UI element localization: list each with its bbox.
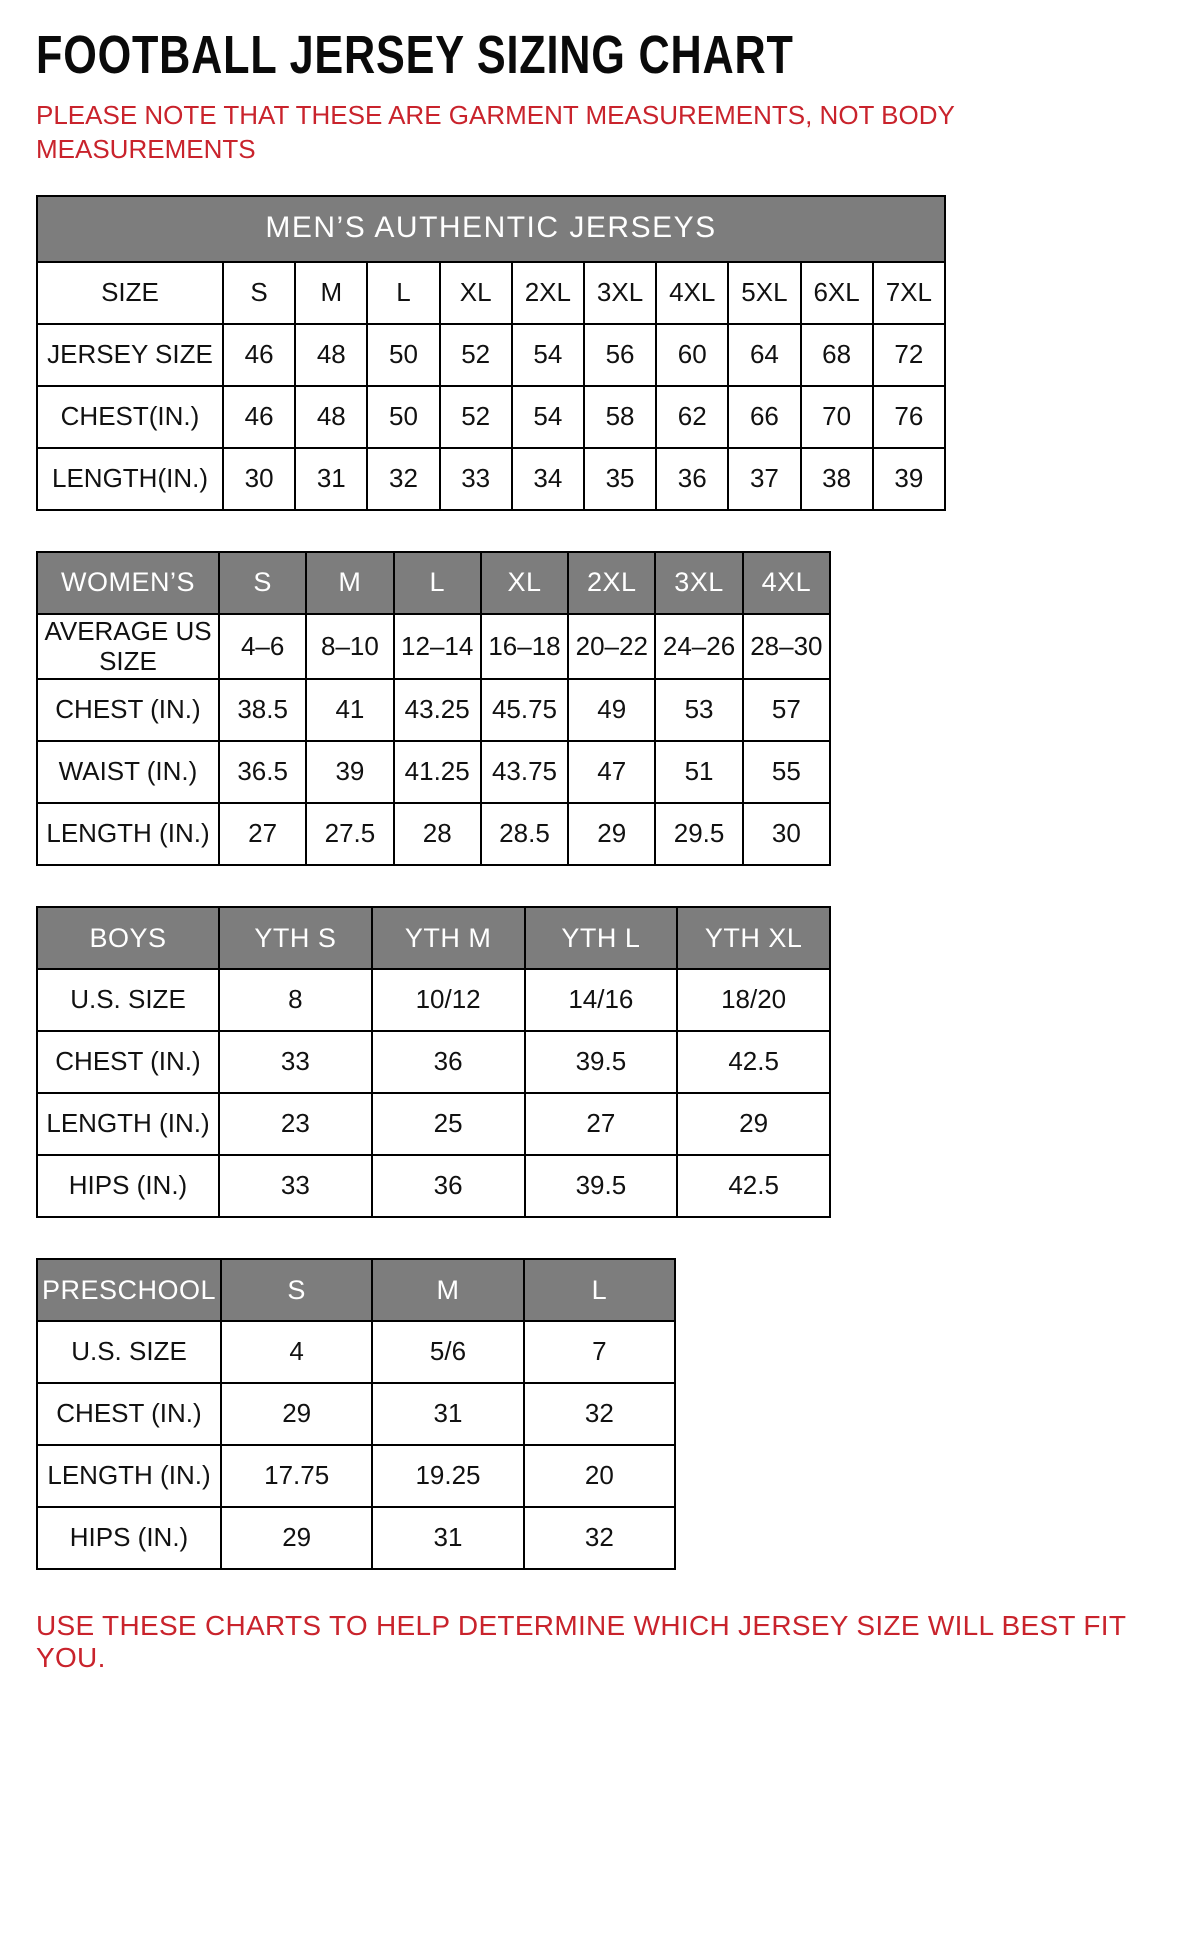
table-row <box>37 1383 675 1445</box>
value-cell: 54 <box>512 386 584 448</box>
table-title-cell: BOYS <box>37 907 219 969</box>
value-cell: 58 <box>584 386 656 448</box>
column-header: 2XL <box>568 552 655 614</box>
column-header: XL <box>481 552 568 614</box>
value-cell: 53 <box>655 679 742 741</box>
value-cell: 33 <box>440 448 512 510</box>
value-cell: 4 <box>221 1321 372 1383</box>
value-cell: 32 <box>367 448 439 510</box>
value-cell: 62 <box>656 386 728 448</box>
boys-jerseys-table <box>36 906 1164 1218</box>
value-cell: 32 <box>524 1383 675 1445</box>
value-cell: 43.25 <box>394 679 481 741</box>
value-cell: 19.25 <box>372 1445 523 1507</box>
column-header: M <box>306 552 393 614</box>
preschool-jerseys-table-grid <box>36 1258 676 1570</box>
value-cell: S <box>223 262 295 324</box>
value-cell: 31 <box>372 1507 523 1569</box>
value-cell: 64 <box>728 324 800 386</box>
value-cell: 23 <box>219 1093 372 1155</box>
value-cell: XL <box>440 262 512 324</box>
table-row <box>37 1507 675 1569</box>
value-cell: 14/16 <box>525 969 678 1031</box>
value-cell: 41.25 <box>394 741 481 803</box>
value-cell: 5/6 <box>372 1321 523 1383</box>
value-cell: 28.5 <box>481 803 568 865</box>
table-row <box>37 1093 830 1155</box>
value-cell: 28–30 <box>743 614 830 680</box>
value-cell: M <box>295 262 367 324</box>
table-row <box>37 448 945 510</box>
value-cell: 38 <box>801 448 873 510</box>
preschool-jerseys-table <box>36 1258 1164 1570</box>
value-cell: 51 <box>655 741 742 803</box>
value-cell: 29.5 <box>655 803 742 865</box>
value-cell: 8 <box>219 969 372 1031</box>
value-cell: 48 <box>295 386 367 448</box>
value-cell: 46 <box>223 324 295 386</box>
value-cell: 52 <box>440 324 512 386</box>
value-cell: 36 <box>656 448 728 510</box>
value-cell: 68 <box>801 324 873 386</box>
boys-jerseys-table-grid <box>36 906 831 1218</box>
row-label: LENGTH (IN.) <box>37 1093 219 1155</box>
value-cell: 38.5 <box>219 679 306 741</box>
table-row <box>37 1031 830 1093</box>
mens-authentic-jerseys-table <box>36 195 1164 511</box>
column-header: M <box>372 1259 523 1321</box>
table-row <box>37 386 945 448</box>
page-subtitle: PLEASE NOTE THAT THESE ARE GARMENT MEASUREMENTS, NOT BODY MEASUREMENTS <box>36 100 955 165</box>
value-cell: 27.5 <box>306 803 393 865</box>
value-cell: 7 <box>524 1321 675 1383</box>
table-row <box>37 1445 675 1507</box>
column-header: 3XL <box>655 552 742 614</box>
row-label: AVERAGE US SIZE <box>37 614 219 680</box>
value-cell: 35 <box>584 448 656 510</box>
value-cell: 36 <box>372 1155 525 1217</box>
table-row <box>37 679 830 741</box>
value-cell: 60 <box>656 324 728 386</box>
table-title-cell: WOMEN’S <box>37 552 219 614</box>
value-cell: 48 <box>295 324 367 386</box>
value-cell: 6XL <box>801 262 873 324</box>
value-cell: 55 <box>743 741 830 803</box>
value-cell: 27 <box>219 803 306 865</box>
value-cell: 42.5 <box>677 1031 830 1093</box>
value-cell: 29 <box>221 1383 372 1445</box>
table-row <box>37 741 830 803</box>
value-cell: 30 <box>743 803 830 865</box>
table-row <box>37 324 945 386</box>
column-header: S <box>221 1259 372 1321</box>
row-label: WAIST (IN.) <box>37 741 219 803</box>
value-cell: 70 <box>801 386 873 448</box>
column-header: L <box>524 1259 675 1321</box>
value-cell: 29 <box>221 1507 372 1569</box>
value-cell: 54 <box>512 324 584 386</box>
value-cell: 28 <box>394 803 481 865</box>
value-cell: 72 <box>873 324 945 386</box>
value-cell: 76 <box>873 386 945 448</box>
table-row <box>37 262 945 324</box>
value-cell: 47 <box>568 741 655 803</box>
value-cell: 3XL <box>584 262 656 324</box>
value-cell: 42.5 <box>677 1155 830 1217</box>
value-cell: 39.5 <box>525 1155 678 1217</box>
row-label: JERSEY SIZE <box>37 324 223 386</box>
value-cell: 43.75 <box>481 741 568 803</box>
footer-note: USE THESE CHARTS TO HELP DETERMINE WHICH JERSEY SIZE WILL BEST FIT YOU. <box>36 1610 1126 1674</box>
row-label: U.S. SIZE <box>37 969 219 1031</box>
value-cell: 24–26 <box>655 614 742 680</box>
row-label: HIPS (IN.) <box>37 1507 221 1569</box>
value-cell: 32 <box>524 1507 675 1569</box>
womens-jerseys-table <box>36 551 1164 867</box>
value-cell: 66 <box>728 386 800 448</box>
column-header: YTH L <box>525 907 678 969</box>
column-header: YTH M <box>372 907 525 969</box>
column-header: YTH XL <box>677 907 830 969</box>
row-label: CHEST(IN.) <box>37 386 223 448</box>
value-cell: 33 <box>219 1155 372 1217</box>
value-cell: 30 <box>223 448 295 510</box>
value-cell: 5XL <box>728 262 800 324</box>
column-header: S <box>219 552 306 614</box>
value-cell: 39 <box>306 741 393 803</box>
womens-jerseys-table-grid <box>36 551 831 867</box>
value-cell: 29 <box>677 1093 830 1155</box>
value-cell: 8–10 <box>306 614 393 680</box>
value-cell: 29 <box>568 803 655 865</box>
value-cell: 31 <box>372 1383 523 1445</box>
value-cell: 10/12 <box>372 969 525 1031</box>
value-cell: 49 <box>568 679 655 741</box>
value-cell: 50 <box>367 386 439 448</box>
row-label: LENGTH(IN.) <box>37 448 223 510</box>
value-cell: 37 <box>728 448 800 510</box>
row-label: CHEST (IN.) <box>37 1383 221 1445</box>
table-row <box>37 803 830 865</box>
table-row <box>37 1155 830 1217</box>
value-cell: 7XL <box>873 262 945 324</box>
value-cell: 20–22 <box>568 614 655 680</box>
value-cell: 27 <box>525 1093 678 1155</box>
value-cell: 50 <box>367 324 439 386</box>
value-cell: 4XL <box>656 262 728 324</box>
value-cell: 57 <box>743 679 830 741</box>
value-cell: 25 <box>372 1093 525 1155</box>
row-label: HIPS (IN.) <box>37 1155 219 1217</box>
table-row <box>37 1321 675 1383</box>
value-cell: 36 <box>372 1031 525 1093</box>
value-cell: 16–18 <box>481 614 568 680</box>
table-row <box>37 969 830 1031</box>
value-cell: 52 <box>440 386 512 448</box>
table-banner: MEN’S AUTHENTIC JERSEYS <box>37 196 945 262</box>
row-label: CHEST (IN.) <box>37 1031 219 1093</box>
value-cell: 45.75 <box>481 679 568 741</box>
row-label: LENGTH (IN.) <box>37 1445 221 1507</box>
value-cell: 33 <box>219 1031 372 1093</box>
value-cell: 36.5 <box>219 741 306 803</box>
value-cell: 56 <box>584 324 656 386</box>
column-header: 4XL <box>743 552 830 614</box>
page-title: FOOTBALL JERSEY SIZING CHART <box>36 25 794 85</box>
value-cell: 34 <box>512 448 584 510</box>
row-label: LENGTH (IN.) <box>37 803 219 865</box>
table-title-cell: PRESCHOOL <box>37 1259 221 1321</box>
value-cell: 2XL <box>512 262 584 324</box>
value-cell: 12–14 <box>394 614 481 680</box>
row-label: SIZE <box>37 262 223 324</box>
table-row <box>37 614 830 680</box>
value-cell: 4–6 <box>219 614 306 680</box>
value-cell: L <box>367 262 439 324</box>
value-cell: 39 <box>873 448 945 510</box>
row-label: CHEST (IN.) <box>37 679 219 741</box>
row-label: U.S. SIZE <box>37 1321 221 1383</box>
column-header: L <box>394 552 481 614</box>
value-cell: 41 <box>306 679 393 741</box>
value-cell: 31 <box>295 448 367 510</box>
mens-authentic-jerseys-table-grid <box>36 195 946 511</box>
value-cell: 18/20 <box>677 969 830 1031</box>
value-cell: 46 <box>223 386 295 448</box>
value-cell: 39.5 <box>525 1031 678 1093</box>
value-cell: 17.75 <box>221 1445 372 1507</box>
value-cell: 20 <box>524 1445 675 1507</box>
column-header: YTH S <box>219 907 372 969</box>
